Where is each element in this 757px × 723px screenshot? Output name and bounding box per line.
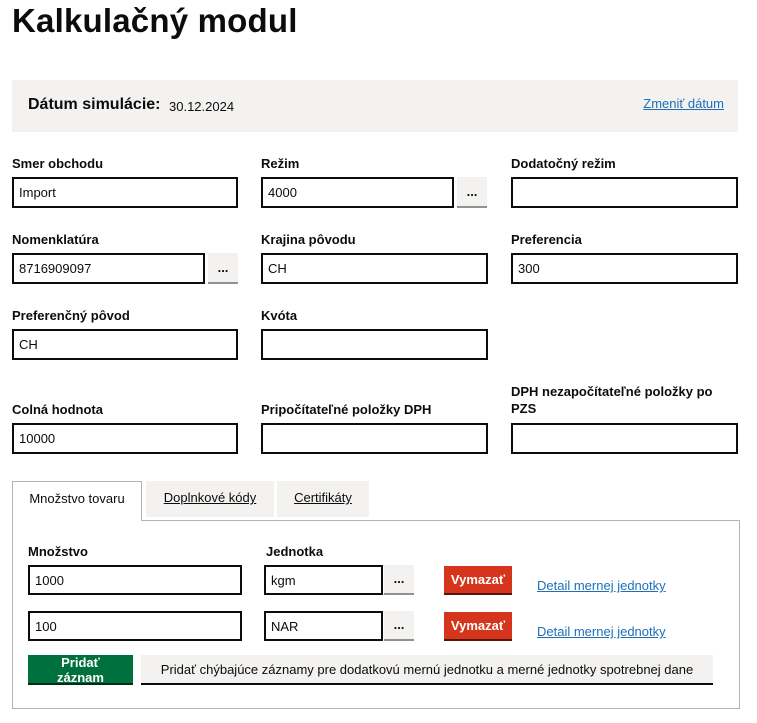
simulation-date-label: Dátum simulácie: <box>28 96 161 113</box>
rezim-lookup-button[interactable]: ... <box>457 177 487 208</box>
smer-obchodu-label: Smer obchodu <box>12 156 104 171</box>
tab-doplnkove-kody[interactable]: Doplnkové kódy <box>146 481 274 517</box>
simulation-date-panel <box>12 80 738 132</box>
nomenklatura-label: Nomenklatúra <box>12 232 99 247</box>
nomenklatura-input[interactable] <box>12 253 205 284</box>
krajina-povodu-input[interactable] <box>261 253 488 284</box>
add-missing-records-button[interactable]: Pridať chýbajúce záznamy pre dodatkovú mernú jednotku a merné jednotky spotrebnej dane <box>141 655 713 685</box>
pripocitatelne-dph-input[interactable] <box>261 423 488 454</box>
preferencny-povod-input[interactable] <box>12 329 238 360</box>
mnozstvo-column-label: Množstvo <box>28 544 88 559</box>
krajina-povodu-label: Krajina pôvodu <box>261 232 356 247</box>
colna-hodnota-input[interactable] <box>12 423 238 454</box>
preferencny-povod-label: Preferenčný pôvod <box>12 308 130 323</box>
unit-detail-link-2[interactable]: Detail mernej jednotky <box>537 624 666 639</box>
mnozstvo-input-2[interactable] <box>28 611 242 641</box>
kvota-input[interactable] <box>261 329 488 360</box>
rezim-label: Režim <box>261 156 300 171</box>
tab-mnozstvo-tovaru[interactable]: Množstvo tovaru <box>12 481 142 521</box>
preferencia-label: Preferencia <box>511 232 582 247</box>
jednotka-column-label: Jednotka <box>266 544 324 559</box>
rezim-input[interactable] <box>261 177 454 208</box>
colna-hodnota-label: Colná hodnota <box>12 402 103 417</box>
jednotka-input-2[interactable] <box>264 611 383 641</box>
dph-nezapocitatelne-input[interactable] <box>511 423 738 454</box>
dph-nezapocitatelne-label: DPH nezapočítateľné položky po PZS <box>511 384 713 416</box>
smer-obchodu-input[interactable] <box>12 177 238 208</box>
unit-detail-link-1[interactable]: Detail mernej jednotky <box>537 578 666 593</box>
tab-certifikaty[interactable]: Certifikáty <box>277 481 369 517</box>
add-record-button[interactable]: Pridať záznam <box>28 655 133 685</box>
jednotka-lookup-button-1[interactable]: ... <box>384 565 414 595</box>
jednotka-input-1[interactable] <box>264 565 383 595</box>
nomenklatura-lookup-button[interactable]: ... <box>208 253 238 284</box>
pripocitatelne-dph-label: Pripočítateľné položky DPH <box>261 402 432 417</box>
page-title: Kalkulačný modul <box>12 2 298 39</box>
simulation-date-value: 30.12.2024 <box>169 99 235 114</box>
jednotka-lookup-button-2[interactable]: ... <box>384 611 414 641</box>
delete-row-button-2[interactable]: Vymazať <box>444 612 512 641</box>
mnozstvo-input-1[interactable] <box>28 565 242 595</box>
dodatocny-rezim-input[interactable] <box>511 177 738 208</box>
kvota-label: Kvóta <box>261 308 298 323</box>
change-date-link[interactable]: Zmeniť dátum <box>643 96 724 111</box>
dodatocny-rezim-label: Dodatočný režim <box>511 156 616 171</box>
delete-row-button-1[interactable]: Vymazať <box>444 566 512 595</box>
preferencia-input[interactable] <box>511 253 738 284</box>
